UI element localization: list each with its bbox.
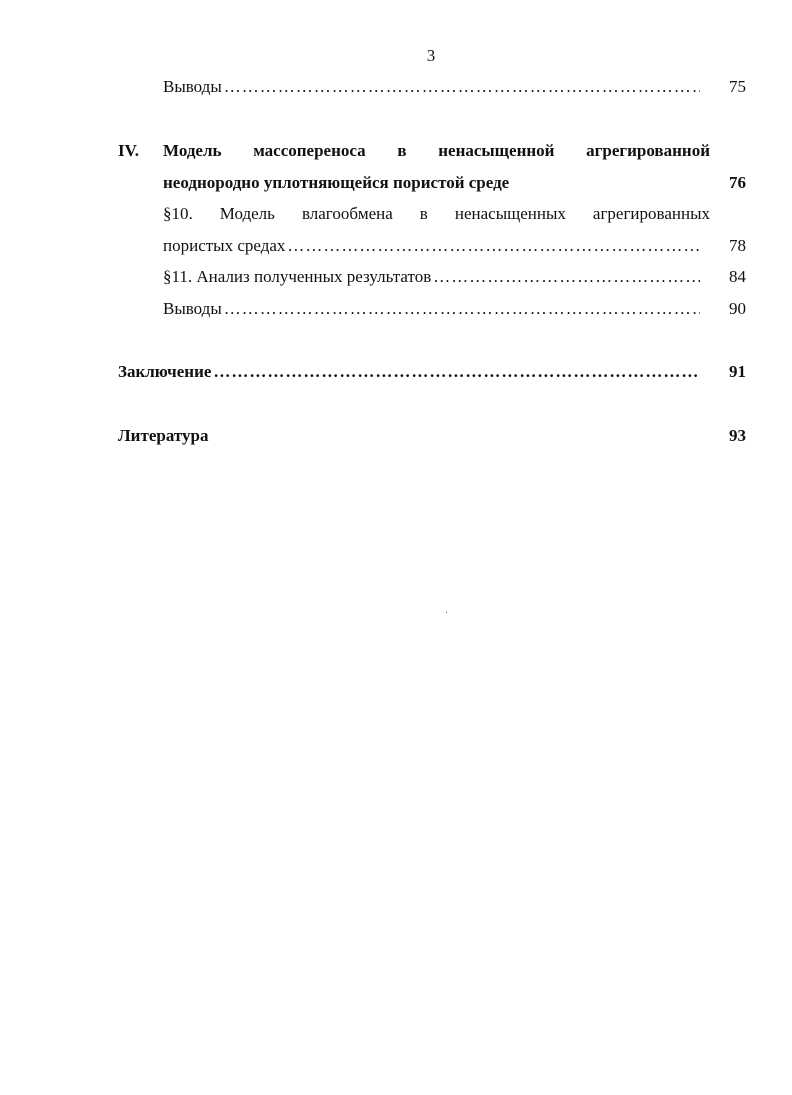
literature-page-ref: 93: [729, 426, 746, 445]
chapter-title-line2[interactable]: неоднородно уплотняющейся пористой среде: [163, 173, 510, 192]
toc-page-ref: 84: [729, 267, 746, 286]
dot-leader: [224, 299, 700, 319]
toc-entry-label: Выводы: [163, 77, 222, 96]
chapter-page-ref: 76: [729, 173, 746, 192]
section-11-title: §11. Анализ полученных результатов: [163, 267, 432, 286]
page-number: 3: [426, 46, 436, 65]
toc-page-ref: 90: [729, 299, 746, 318]
toc-entry-section-10[interactable]: [163, 236, 706, 256]
chapter-title-line1[interactable]: Модель массопереноса в ненасыщенной агрегированной: [163, 141, 710, 160]
section-10-title-line1[interactable]: §10. Модель влагообмена в ненасыщенных агрегированных: [163, 204, 710, 223]
section-10-title-line2: пористых средах: [163, 236, 286, 255]
literature-title: Литература: [118, 426, 209, 445]
dot-leader: [433, 267, 700, 287]
toc-page-ref: 78: [729, 236, 746, 255]
toc-entry-label: Выводы: [163, 299, 222, 318]
toc-entry-section-11[interactable]: [163, 267, 706, 287]
toc-entry-literature[interactable]: [118, 426, 418, 446]
dot-leader: [224, 77, 700, 97]
conclusion-title: Заключение: [118, 362, 212, 381]
toc-entry-prev-conclusions[interactable]: [163, 77, 706, 97]
toc-entry-conclusion[interactable]: [118, 362, 706, 382]
conclusion-page-ref: 91: [729, 362, 746, 381]
scan-artifact: [446, 612, 447, 613]
toc-page-ref: 75: [729, 77, 746, 96]
toc-entry-chapter4-conclusions[interactable]: [163, 299, 706, 319]
dot-leader: [213, 362, 700, 382]
dot-leader: [287, 236, 700, 256]
chapter-number: IV.: [118, 141, 139, 160]
